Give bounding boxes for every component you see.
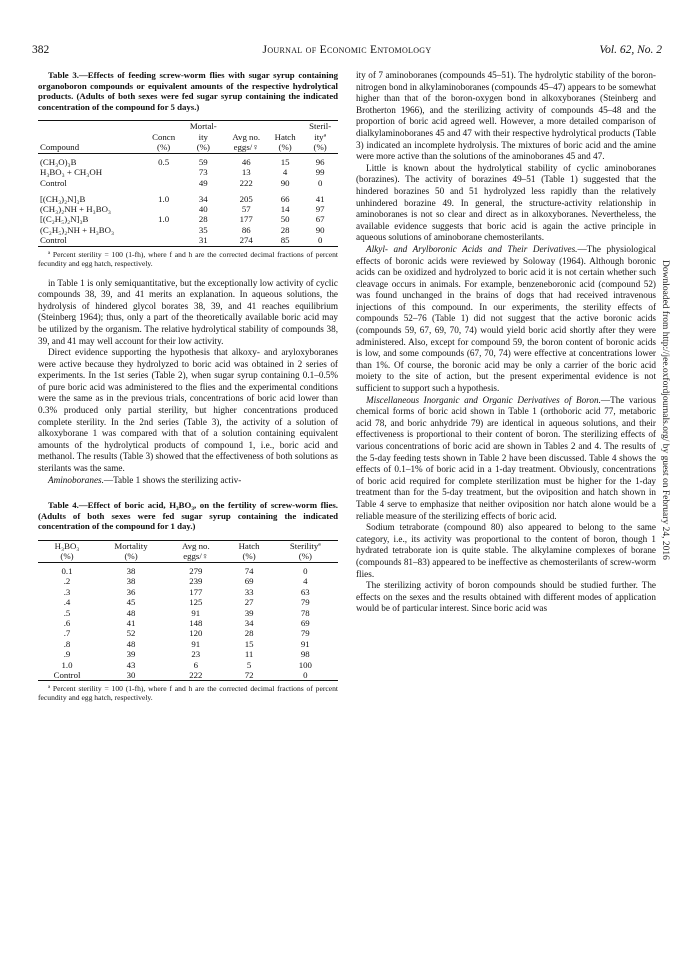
table4-value-cell: 5 [246,659,252,670]
table4-row [38,576,338,586]
table3-row [38,167,338,177]
table3-header-cell: (%) [313,142,327,153]
table3-value-cell: 57 [241,203,251,214]
table4-value-cell: 177 [189,586,203,597]
table3-value-cell [145,235,182,246]
table4 [38,540,338,681]
table4-row [38,587,338,597]
table3-footnote: ª Percent sterility = 100 (1-fh), where f and h are the corrected decimal fractions of percent fecundity and egg hatch, respectively. [38,249,338,268]
table3-compound-cell: H₃BO₃ + CH₃OH [40,167,103,178]
table4-concentration-cell: Control [53,669,81,680]
table3-row [38,153,338,167]
table3-header-cell [145,121,182,132]
table4-value-cell: 4 [303,576,308,587]
table3-header-cell [268,121,302,132]
table4-value-cell: 38 [126,576,136,587]
table3-value-cell: 177 [239,214,253,225]
table4-concentration-cell: .3 [63,586,71,597]
left-paragraph-1: in Table 1 is only semiquantitative, but the exceptionally low activity of cyclic compounds 38, 39, and 41 merits an explanation. In aqueous solutions, the hydrolysis of hindered glycol borates 38, 39, and 41 reaches equilibrium (Steinberg 1964); thus, only a part of the theoretically available boric acid may be utilized by the organism. The relative hydrolytical stability of compounds 38, 39, and 41 may well account for their low activity. [38,277,338,346]
alkyl-heading: Alkyl- and Arylboronic Acids and Their Derivatives. [366,243,578,254]
table3-header-cell: Compound [40,142,80,153]
table4-concentration-cell: .2 [63,576,71,587]
table4-value-cell: 27 [244,597,254,608]
table4-header-cell: Mortality [114,541,148,551]
table4-concentration-cell: .5 [63,607,71,618]
table3-header-cell: (%) [157,142,171,153]
table4-value-cell: 34 [244,617,254,628]
table3-row [38,204,338,214]
table4-value-cell: 43 [126,659,136,670]
table4-row [38,660,338,670]
volume-issue: Vol. 62, No. 2 [599,44,662,56]
table4-value-cell: 79 [300,597,310,608]
left-paragraph-2: Direct evidence supporting the hypothesis that alkoxy- and aryloxyboranes were active because they hydrolyzed to boric acid was obtained in 2 series of experiments. In the 1st series (Table 2), when sugar syrup containing 0.1–0.5% of pure boric acid was administered to the flies and the experimental conditions were the same as in the previous trials, concentrations of boric acid lower than 0.3% produced only partial sterility, but higher concentrations produced complete sterility. In the 2nd series (Table 3), the activity of a solution of alkoxyborane 1 was compared with that of a solution containing equivalent amounts of the hydrolytical products of compound 1, i.e., boric acid and methanol. The results (Table 3) showed that the effectiveness of both solutions as sterilants was the same. [38,347,338,474]
table3-value-cell: 0 [317,235,323,246]
table3-value-cell: 86 [241,224,251,235]
table4-header-cell: eggs/♀ [183,551,209,562]
table3 [38,120,338,246]
table3-row [38,235,338,246]
table3-value-cell: 0 [317,177,323,188]
table4-value-cell: 45 [126,597,136,608]
table3-value-cell: 97 [315,203,325,214]
table4-value-cell: 28 [244,628,254,639]
table3-value-cell: 1.0 [158,214,170,225]
table4-value-cell: 91 [191,607,201,618]
right-paragraph-2: Little is known about the hydrolytical stability of cyclic aminoboranes (borazines). The activity of borazines 49–51 (Table 1) suggested that the hindered borazines 50 and 51 hydrolyzed less rapidly than the relatively unhindered borazine 49. In general, the structure-activity relationship in aminoboranes is not so clear and direct as in alkoxyboranes. Nevertheless, the available evidence suggests that boric acid is again the active principle in aqueous solutions of aminoborane chemosterilants. [356,162,656,243]
table4-concentration-cell: 1.0 [61,659,73,670]
table4-row [38,649,338,659]
table3-header-cell [38,132,145,142]
table4-header-cell: Sterilityª [289,541,321,551]
table3-compound-cell: (CH₃O)₃B [40,156,77,167]
table3-value-cell: 41 [315,193,325,204]
table4-concentration-cell: .4 [63,597,71,608]
aminoboranes-text: —Table 1 shows the sterilizing activ- [103,474,242,485]
misc-heading: Miscellaneous Inorganic and Organic Derivatives of Boron. [366,394,601,405]
table3-value-cell: 13 [241,167,251,178]
table4-value-cell: 63 [300,586,310,597]
table3-value-cell: 73 [198,167,208,178]
table3-header-cell: (%) [196,142,210,153]
right-paragraph-tail-2: The sterilizing activity of boron compounds should be studied further. The effects on the sexes and the results obtained with different modes of application would be of particular interest. Since boric acid was [356,580,656,614]
table4-concentration-cell: 0.1 [61,565,73,576]
table3-value-cell: 28 [280,224,290,235]
table4-value-cell: 6 [193,659,198,670]
table4-concentration-cell: .6 [63,617,71,628]
table4-row [38,639,338,649]
table3-header-cell: Steril- [309,121,332,132]
table4-value-cell: 52 [126,628,136,639]
table3-value-cell: 90 [315,224,325,235]
table4-value-cell: 36 [126,586,136,597]
table4-header-cell: H₃BO₃ [54,541,80,551]
table3-compound-cell: Control [40,177,67,188]
table3-value-cell: 28 [198,214,208,225]
table3-value-cell: 4 [282,167,288,178]
table4-header-cell: (%) [242,551,256,562]
table4-value-cell: 11 [244,649,254,660]
table4-value-cell: 74 [244,565,254,576]
download-note-text: Downloaded from http://jee.oxfordjournals.org/ by guest on February 24, 2016 [660,260,670,560]
aminoboranes-heading: Aminoboranes. [48,474,104,485]
table3-value-cell: 205 [239,193,253,204]
alkyl-text: —The physiological effects of boronic acids were reviewed by Soloway (1964). Although boronic acids can be oxidized and hydrolyzed to boric acid it is not certain whether such cleavage occurs in animals. For example, benzeneboronic acid (compound 52) was found unchanged in the brains of dogs that had received intravenous injections of this compound. In our experiments, the sterility effects of compounds 52–76 (Table 1) did not suggest that the active boronic acids (compounds 59, 67, 69, 70, 74) would yield boric acid shortly after they were administered. Also, except for compound 59, the boron content of boronic acids is low, and some compounds (67, 70, 74) were effective at concentrations lower than 1%. Of course, the boronic acid may be only a carrier of the boric acid moiety to the site of action, but the present experimental evidence is not sufficient to support such a hypothesis. [356,243,656,394]
aminoboranes-paragraph [38,475,338,487]
table3-row [38,225,338,235]
table3-value-cell: 99 [315,167,325,178]
right-paragraph-1: ity of 7 aminoboranes (compounds 45–51). The hydrolytic stability of the boron-nitrogen bond in alkylaminoboranes (compounds 45–47) appears to be somewhat higher than that of the boron-oxygen bond in alkoxyboranes (Steinberg and Brotherton 1966), and the sterilizing activity of compounds 45–48 and the proportion of boric acid agreed well. However, a more detailed comparison of dialkylaminoboranes 45 and 47 with their respective hydrolytical products (Table 3) indicated an incomplete hydrolysis. The mixtures of boric acid and the amine were more active than the solutions of the aminoboranes 45 and 47. [356,70,656,162]
table4-row [38,670,338,681]
alkyl-paragraph [356,244,656,395]
table4-header-row-bottom [38,551,338,562]
table3-value-cell: 0.5 [158,156,170,167]
table4-value-cell: 48 [126,607,136,618]
right-column [356,70,656,615]
table3-caption: Table 3.—Effects of feeding screw-worm flies with sugar syrup containing organoboron compounds or equivalent amounts of the respective hydrolytical products. (Adults of both sexes were fed sugar syrup containing the indicated concentration of the compound for 5 days.) [38,70,338,112]
misc-text: —The various chemical forms of boric acid shown in Table 1 (orthoboric acid 77, metaboric acid 78, and boric anhydride 79) are identical in aqueous solutions, and their effectiveness is proportional to their content of boron. The sterilizing effects of various concentrations of boric acid are shown in Tables 2 and 4. The results of the 5-day feeding tests shown in Table 2 have been discussed. Table 4 shows the effects of 0.1–1% of boric acid in a 1-day treatment. Obviously, concentrations of boric acid required for complete sterilization must be higher for the 1-day treatment than for the 5-day treatment, but the oviposition and hatch shown in Table 4 serve to emphasize that neither oviposition nor hatch alone would be a reliable measure of the sterilizing effects of boric acid. [356,394,656,521]
right-paragraph-tail-1: Sodium tetraborate (compound 80) also appeared to belong to the same category, i.e., its activity was proportional to the content of boron, though 1 hydrated tetraborate ion is quite stable. The alkylamine complexes of borane (compounds 81–83) appeared to be ineffective as chemosterilants of screw-worm flies. [356,522,656,579]
table4-header-cell: (%) [60,551,74,562]
table3-row [38,188,338,204]
table4-value-cell: 15 [244,638,254,649]
table3-value-cell: 50 [280,214,290,225]
left-column [38,70,338,702]
table3-value-cell [145,225,182,235]
table3-header-cell: eggs/♀ [233,142,259,153]
table4-value-cell: 69 [244,576,254,587]
table4-row [38,628,338,638]
table4-value-cell: 148 [189,617,203,628]
table4-concentration-cell: .9 [63,649,71,660]
table4-value-cell: 38 [126,565,136,576]
table4-value-cell: 79 [300,628,310,639]
table4-value-cell: 72 [244,669,254,680]
table4-value-cell: 222 [189,669,203,680]
table3-header-cell: ity [198,131,208,142]
page-header [32,44,662,58]
table4-value-cell: 125 [189,597,203,608]
table3-header-cell: Avg no. [232,131,261,142]
table4-value-cell: 30 [126,669,136,680]
table4-value-cell: 91 [300,638,310,649]
misc-paragraph [356,395,656,523]
table3-value-cell: 274 [239,235,253,246]
table3-value-cell: 15 [280,156,290,167]
table3-header-row-bottom [38,142,338,153]
table3-value-cell: 1.0 [158,193,170,204]
table4-concentration-cell: .7 [63,628,71,639]
table4-value-cell: 100 [298,659,312,670]
table4-header-cell: Avg no. [181,541,210,551]
table3-header-cell: Mortal- [189,121,217,132]
table3-value-cell: 35 [198,224,208,235]
table4-value-cell: 39 [244,607,254,618]
table3-value-cell: 90 [280,177,290,188]
table3-value-cell [145,167,182,177]
table4-row [38,562,338,576]
table3-value-cell: 66 [280,193,290,204]
table4-value-cell: 41 [126,617,136,628]
table3-header-row-mid [38,132,338,142]
table4-value-cell: 91 [191,638,201,649]
table3-header-cell: Concn [152,131,176,142]
table3-compound-cell: (C₂H₅)₂NH + H₃BO₃ [40,224,115,235]
table3-value-cell: 49 [198,177,208,188]
table4-value-cell: 98 [300,649,310,660]
table4-value-cell: 120 [189,628,203,639]
table4-value-cell: 0 [303,669,308,680]
table4-row [38,597,338,607]
table3-header-cell: Hatch [274,131,296,142]
table3-row [38,178,338,188]
table4-value-cell: 48 [126,638,136,649]
table3-header-cell [224,121,268,132]
table3-value-cell: 46 [241,156,251,167]
table3-compound-cell: (CH₃)₂NH + H₃BO₃ [40,203,111,214]
table4-value-cell: 33 [244,586,254,597]
download-side-note [660,260,680,780]
table4-value-cell: 69 [300,617,310,628]
page-number: 382 [32,44,50,56]
table4-concentration-cell: .8 [63,638,71,649]
table3-compound-cell: [(CH₃)₂N]₃B [40,193,86,204]
table3-value-cell: 31 [198,235,208,246]
table3-value-cell: 34 [198,193,208,204]
table3-value-cell: 14 [280,203,290,214]
table4-value-cell: 279 [189,565,203,576]
table4-header-cell: (%) [124,551,138,562]
table3-value-cell: 67 [315,214,325,225]
table4-value-cell: 0 [303,565,308,576]
table4-row [38,608,338,618]
table4-footnote: ª Percent sterility = 100 (1-fh), where f and h are the corrected decimal fractions of percent fecundity and egg hatch, respectively. [38,684,338,703]
table3-value-cell: 222 [239,177,253,188]
table3-header-cell [38,121,145,132]
table4-header-row-top [38,541,338,552]
journal-name: Journal of Economic Entomology [262,44,432,56]
table3-value-cell [145,204,182,214]
table3-value-cell: 59 [198,156,208,167]
table3-value-cell: 40 [198,203,208,214]
table3-compound-cell: Control [40,235,67,246]
table4-header-cell: (%) [298,551,312,562]
table3-header-cell: ityª [314,131,326,142]
table4-value-cell: 239 [189,576,203,587]
table4-header-cell: Hatch [238,541,260,551]
table4-value-cell: 39 [126,649,136,660]
table3-header-cell: (%) [278,142,292,153]
table3-value-cell [145,178,182,188]
table4-value-cell: 78 [300,607,310,618]
table3-row [38,214,338,224]
table3-compound-cell: [(C₂H₅)₂N]₃B [40,214,89,225]
table3-value-cell: 96 [315,156,325,167]
table4-caption: Table 4.—Effect of boric acid, H₃BO₃, on the fertility of screw-worm flies. (Adults of both sexes were fed sugar syrup containing the indicated concentration of the compound for 1 day.) [38,500,338,532]
table4-value-cell: 23 [191,649,201,660]
table3-value-cell: 85 [280,235,290,246]
table4-row [38,618,338,628]
table3-header-row-top [38,121,338,132]
